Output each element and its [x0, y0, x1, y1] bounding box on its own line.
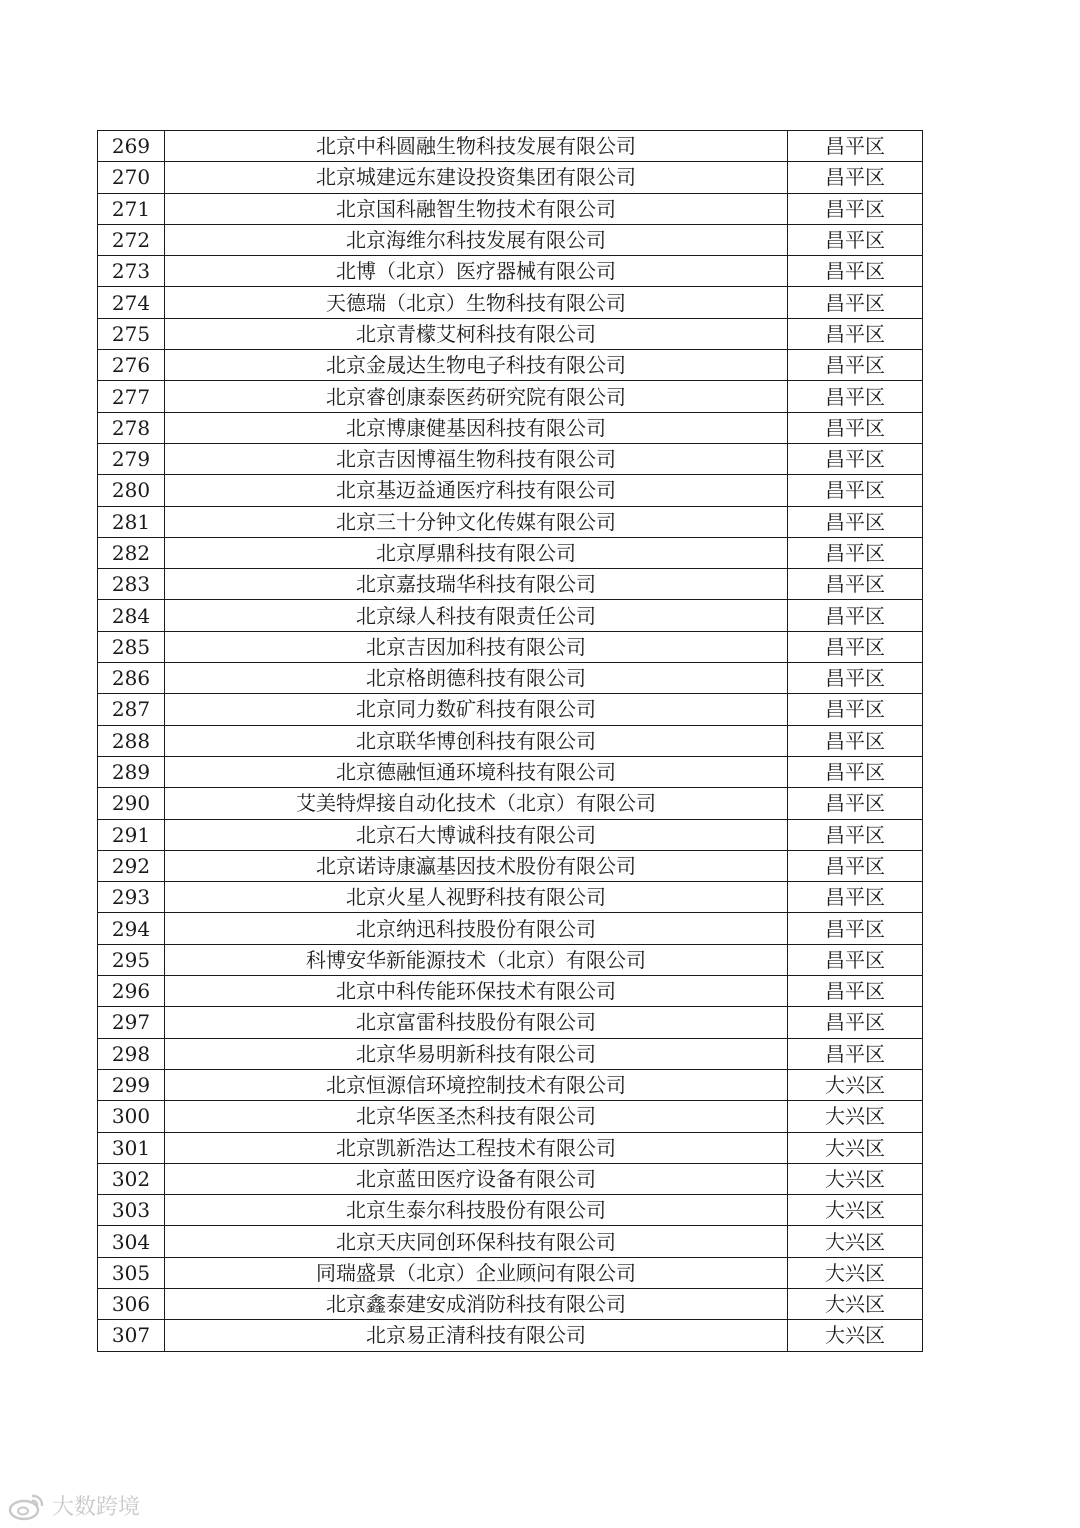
district-name: 昌平区 [788, 412, 923, 443]
table-row [98, 1257, 923, 1288]
district-name: 昌平区 [788, 850, 923, 881]
company-name: 北京同力数矿科技有限公司 [165, 694, 788, 725]
row-number: 290 [98, 788, 165, 819]
table-row [98, 443, 923, 474]
district-name: 昌平区 [788, 443, 923, 474]
company-name: 天德瑞（北京）生物科技有限公司 [165, 287, 788, 318]
table-row [98, 1288, 923, 1319]
table-row [98, 913, 923, 944]
table-row [98, 224, 923, 255]
table-row [98, 256, 923, 287]
company-name: 北京海维尔科技发展有限公司 [165, 224, 788, 255]
company-name: 北京华易明新科技有限公司 [165, 1038, 788, 1069]
company-name: 北京厚鼎科技有限公司 [165, 537, 788, 568]
district-name: 昌平区 [788, 131, 923, 162]
district-name: 昌平区 [788, 1038, 923, 1069]
company-name: 北京国科融智生物技术有限公司 [165, 193, 788, 224]
company-name: 北京蓝田医疗设备有限公司 [165, 1163, 788, 1194]
district-name: 昌平区 [788, 569, 923, 600]
district-name: 昌平区 [788, 287, 923, 318]
table-row [98, 412, 923, 443]
company-name: 北京格朗德科技有限公司 [165, 663, 788, 694]
company-name: 北京金晟达生物电子科技有限公司 [165, 350, 788, 381]
table-row [98, 788, 923, 819]
company-name: 北京鑫泰建安成消防科技有限公司 [165, 1288, 788, 1319]
district-name: 昌平区 [788, 788, 923, 819]
table-row [98, 819, 923, 850]
table-row [98, 569, 923, 600]
row-number: 307 [98, 1320, 165, 1351]
row-number: 276 [98, 350, 165, 381]
district-name: 昌平区 [788, 537, 923, 568]
row-number: 295 [98, 944, 165, 975]
table-row [98, 131, 923, 162]
row-number: 284 [98, 600, 165, 631]
district-name: 昌平区 [788, 381, 923, 412]
company-name: 北京华医圣杰科技有限公司 [165, 1101, 788, 1132]
district-name: 昌平区 [788, 600, 923, 631]
company-name: 北京富雷科技股份有限公司 [165, 1007, 788, 1038]
row-number: 280 [98, 475, 165, 506]
table-row [98, 1132, 923, 1163]
row-number: 302 [98, 1163, 165, 1194]
row-number: 270 [98, 162, 165, 193]
company-name: 北京吉因博福生物科技有限公司 [165, 443, 788, 474]
district-name: 昌平区 [788, 725, 923, 756]
district-name: 昌平区 [788, 756, 923, 787]
district-name: 大兴区 [788, 1163, 923, 1194]
table-row [98, 756, 923, 787]
row-number: 291 [98, 819, 165, 850]
company-name: 北京石大博诚科技有限公司 [165, 819, 788, 850]
row-number: 293 [98, 882, 165, 913]
company-name: 北京恒源信环境控制技术有限公司 [165, 1069, 788, 1100]
company-name: 同瑞盛景（北京）企业顾问有限公司 [165, 1257, 788, 1288]
district-name: 昌平区 [788, 318, 923, 349]
row-number: 278 [98, 412, 165, 443]
company-name: 北京凯新浩达工程技术有限公司 [165, 1132, 788, 1163]
row-number: 292 [98, 850, 165, 881]
row-number: 285 [98, 631, 165, 662]
row-number: 282 [98, 537, 165, 568]
district-name: 昌平区 [788, 224, 923, 255]
table-row [98, 537, 923, 568]
company-name: 北京天庆同创环保科技有限公司 [165, 1226, 788, 1257]
row-number: 297 [98, 1007, 165, 1038]
row-number: 287 [98, 694, 165, 725]
company-name: 北京火星人视野科技有限公司 [165, 882, 788, 913]
district-name: 大兴区 [788, 1101, 923, 1132]
district-name: 大兴区 [788, 1195, 923, 1226]
district-name: 昌平区 [788, 631, 923, 662]
table-row [98, 1163, 923, 1194]
company-name: 北京易正清科技有限公司 [165, 1320, 788, 1351]
table-row [98, 162, 923, 193]
row-number: 305 [98, 1257, 165, 1288]
watermark-text: 大数跨境 [52, 1495, 141, 1520]
watermark [8, 1490, 140, 1521]
district-name: 昌平区 [788, 475, 923, 506]
table-row [98, 725, 923, 756]
table-row [98, 882, 923, 913]
row-number: 288 [98, 725, 165, 756]
company-name: 北京德融恒通环境科技有限公司 [165, 756, 788, 787]
table-row [98, 631, 923, 662]
company-name: 艾美特焊接自动化技术（北京）有限公司 [165, 788, 788, 819]
table-row [98, 381, 923, 412]
company-name: 北京青檬艾柯科技有限公司 [165, 318, 788, 349]
district-name: 大兴区 [788, 1132, 923, 1163]
table-row [98, 1195, 923, 1226]
district-name: 昌平区 [788, 819, 923, 850]
company-name: 北京生泰尔科技股份有限公司 [165, 1195, 788, 1226]
company-name: 北京中科圆融生物科技发展有限公司 [165, 131, 788, 162]
district-name: 昌平区 [788, 193, 923, 224]
row-number: 301 [98, 1132, 165, 1163]
company-name: 北京博康健基因科技有限公司 [165, 412, 788, 443]
row-number: 274 [98, 287, 165, 318]
row-number: 286 [98, 663, 165, 694]
weibo-logo-icon [8, 1491, 46, 1521]
table-row [98, 694, 923, 725]
row-number: 269 [98, 131, 165, 162]
district-name: 昌平区 [788, 944, 923, 975]
company-name: 北京三十分钟文化传媒有限公司 [165, 506, 788, 537]
district-name: 昌平区 [788, 162, 923, 193]
company-name: 北京吉因加科技有限公司 [165, 631, 788, 662]
row-number: 294 [98, 913, 165, 944]
row-number: 299 [98, 1069, 165, 1100]
table-row [98, 600, 923, 631]
company-name: 科博安华新能源技术（北京）有限公司 [165, 944, 788, 975]
district-name: 大兴区 [788, 1288, 923, 1319]
district-name: 昌平区 [788, 913, 923, 944]
table-row [98, 1320, 923, 1351]
district-name: 大兴区 [788, 1069, 923, 1100]
district-name: 大兴区 [788, 1320, 923, 1351]
district-name: 昌平区 [788, 350, 923, 381]
district-name: 昌平区 [788, 976, 923, 1007]
district-name: 昌平区 [788, 256, 923, 287]
district-name: 大兴区 [788, 1226, 923, 1257]
company-name: 北京绿人科技有限责任公司 [165, 600, 788, 631]
table-row [98, 1101, 923, 1132]
district-name: 昌平区 [788, 694, 923, 725]
company-name: 北京中科传能环保技术有限公司 [165, 976, 788, 1007]
company-name: 北京诺诗康瀛基因技术股份有限公司 [165, 850, 788, 881]
row-number: 273 [98, 256, 165, 287]
table-row [98, 1038, 923, 1069]
row-number: 303 [98, 1195, 165, 1226]
row-number: 300 [98, 1101, 165, 1132]
table-row [98, 1069, 923, 1100]
table-body [98, 131, 923, 1352]
row-number: 277 [98, 381, 165, 412]
company-name: 北博（北京）医疗器械有限公司 [165, 256, 788, 287]
district-name: 昌平区 [788, 882, 923, 913]
district-name: 昌平区 [788, 1007, 923, 1038]
row-number: 279 [98, 443, 165, 474]
company-name: 北京嘉技瑞华科技有限公司 [165, 569, 788, 600]
row-number: 298 [98, 1038, 165, 1069]
company-name: 北京联华博创科技有限公司 [165, 725, 788, 756]
district-name: 大兴区 [788, 1257, 923, 1288]
row-number: 289 [98, 756, 165, 787]
table-row [98, 193, 923, 224]
company-name: 北京城建远东建设投资集团有限公司 [165, 162, 788, 193]
table-row [98, 1007, 923, 1038]
row-number: 306 [98, 1288, 165, 1319]
row-number: 271 [98, 193, 165, 224]
table-row [98, 350, 923, 381]
row-number: 272 [98, 224, 165, 255]
row-number: 275 [98, 318, 165, 349]
table-row [98, 1226, 923, 1257]
company-name: 北京纳迅科技股份有限公司 [165, 913, 788, 944]
company-list-table [97, 130, 923, 1352]
row-number: 296 [98, 976, 165, 1007]
company-name: 北京睿创康泰医药研究院有限公司 [165, 381, 788, 412]
table-row [98, 287, 923, 318]
row-number: 304 [98, 1226, 165, 1257]
table-row [98, 318, 923, 349]
row-number: 281 [98, 506, 165, 537]
table-row [98, 850, 923, 881]
company-name: 北京基迈益通医疗科技有限公司 [165, 475, 788, 506]
table-row [98, 663, 923, 694]
row-number: 283 [98, 569, 165, 600]
table-row [98, 475, 923, 506]
table-row [98, 944, 923, 975]
table-row [98, 976, 923, 1007]
table-row [98, 506, 923, 537]
district-name: 昌平区 [788, 663, 923, 694]
district-name: 昌平区 [788, 506, 923, 537]
